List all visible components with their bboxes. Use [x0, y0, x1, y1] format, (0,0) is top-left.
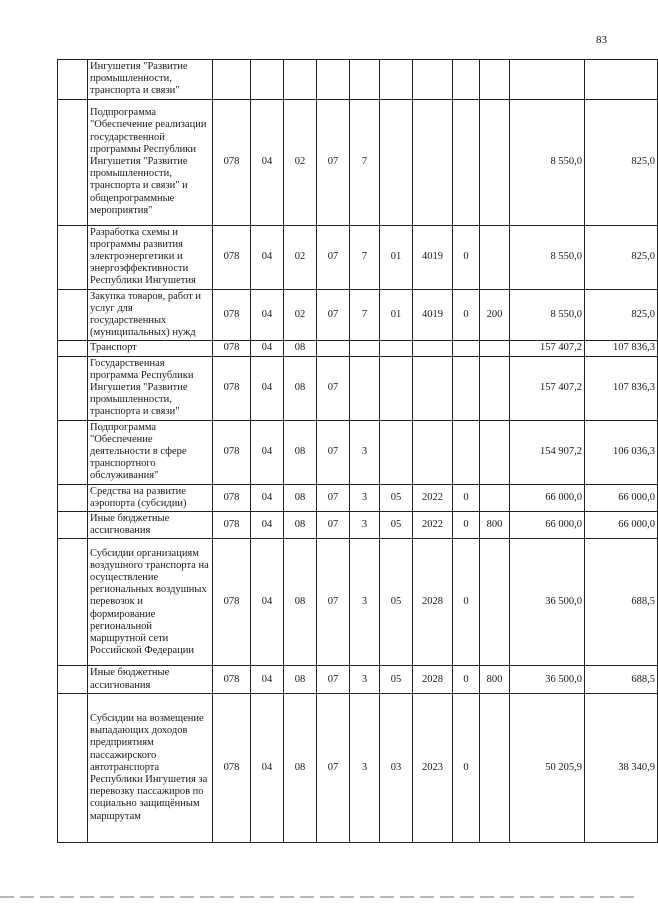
- code-cell: 08: [284, 666, 317, 693]
- amount-cell: 8 550,0: [510, 289, 585, 341]
- code-cell: 05: [380, 484, 413, 511]
- code-cell: 0: [453, 693, 480, 842]
- code-cell: 05: [380, 539, 413, 666]
- item-name-cell: Закупка товаров, работ и услуг для государственных (муниципальных) нужд: [88, 289, 213, 341]
- code-cell: 02: [284, 225, 317, 289]
- amount-cell: 107 836,3: [585, 341, 658, 356]
- code-cell: 05: [380, 666, 413, 693]
- code-cell: 3: [350, 539, 380, 666]
- table-row: [58, 356, 658, 420]
- code-cell: 7: [350, 99, 380, 225]
- code-cell: [350, 356, 380, 420]
- item-name-cell: Подпрограмма "Обеспечение деятельности в сфере транспортного обслуживания": [88, 420, 213, 484]
- table-row: [58, 666, 658, 693]
- code-cell: [380, 420, 413, 484]
- code-cell: [453, 356, 480, 420]
- code-cell: 04: [251, 666, 284, 693]
- code-cell: 04: [251, 512, 284, 539]
- code-cell: 2022: [413, 512, 453, 539]
- amount-cell: 66 000,0: [585, 512, 658, 539]
- code-cell: 800: [480, 666, 510, 693]
- amount-cell: [585, 60, 658, 100]
- budget-table: [57, 59, 658, 843]
- row-index-cell: [58, 512, 88, 539]
- row-index-cell: [58, 484, 88, 511]
- row-index-cell: [58, 693, 88, 842]
- code-cell: [453, 341, 480, 356]
- item-name-cell: Субсидии на возмещение выпадающих доходов предприятиям пассажирского автотранспорта Республики Ингушетия за перевозку пассажиров по социально защищённым маршрутам: [88, 693, 213, 842]
- amount-cell: 825,0: [585, 225, 658, 289]
- table-row: [58, 539, 658, 666]
- code-cell: 0: [453, 484, 480, 511]
- item-name-cell: Средства на развитие аэропорта (субсидии): [88, 484, 213, 511]
- code-cell: 0: [453, 289, 480, 341]
- code-cell: [350, 60, 380, 100]
- code-cell: 07: [317, 693, 350, 842]
- row-index-cell: [58, 225, 88, 289]
- code-cell: 078: [213, 693, 251, 842]
- code-cell: [453, 60, 480, 100]
- code-cell: 078: [213, 539, 251, 666]
- code-cell: 07: [317, 539, 350, 666]
- code-cell: [480, 341, 510, 356]
- code-cell: [413, 356, 453, 420]
- code-cell: 04: [251, 341, 284, 356]
- code-cell: 04: [251, 693, 284, 842]
- code-cell: 07: [317, 356, 350, 420]
- table-row: [58, 99, 658, 225]
- code-cell: 07: [317, 484, 350, 511]
- code-cell: 800: [480, 512, 510, 539]
- code-cell: 3: [350, 512, 380, 539]
- code-cell: 08: [284, 484, 317, 511]
- code-cell: 2028: [413, 539, 453, 666]
- item-name-cell: Транспорт: [88, 341, 213, 356]
- code-cell: 04: [251, 99, 284, 225]
- code-cell: [413, 420, 453, 484]
- code-cell: 04: [251, 484, 284, 511]
- item-name-cell: Иные бюджетные ассигнования: [88, 512, 213, 539]
- code-cell: 01: [380, 289, 413, 341]
- table-row: [58, 289, 658, 341]
- code-cell: [480, 99, 510, 225]
- code-cell: 08: [284, 693, 317, 842]
- row-index-cell: [58, 420, 88, 484]
- code-cell: 078: [213, 512, 251, 539]
- code-cell: [317, 341, 350, 356]
- page-number: 83: [596, 34, 607, 46]
- code-cell: [317, 60, 350, 100]
- code-cell: 078: [213, 356, 251, 420]
- code-cell: 08: [284, 512, 317, 539]
- code-cell: 0: [453, 512, 480, 539]
- table-row: [58, 512, 658, 539]
- code-cell: 08: [284, 420, 317, 484]
- code-cell: 07: [317, 420, 350, 484]
- table-row: [58, 484, 658, 511]
- code-cell: 3: [350, 693, 380, 842]
- amount-cell: 825,0: [585, 99, 658, 225]
- table-row: [58, 60, 658, 100]
- amount-cell: 38 340,9: [585, 693, 658, 842]
- code-cell: [480, 225, 510, 289]
- table-row: [58, 420, 658, 484]
- row-index-cell: [58, 99, 88, 225]
- code-cell: [480, 484, 510, 511]
- code-cell: 2023: [413, 693, 453, 842]
- code-cell: 08: [284, 341, 317, 356]
- item-name-cell: Разработка схемы и программы развития электроэнергетики и энергоэффективности Республики Ингушетия: [88, 225, 213, 289]
- code-cell: [251, 60, 284, 100]
- code-cell: 07: [317, 512, 350, 539]
- amount-cell: 154 907,2: [510, 420, 585, 484]
- code-cell: [480, 539, 510, 666]
- code-cell: [213, 60, 251, 100]
- code-cell: 7: [350, 225, 380, 289]
- amount-cell: 66 000,0: [585, 484, 658, 511]
- table-row: [58, 341, 658, 356]
- amount-cell: 50 205,9: [510, 693, 585, 842]
- code-cell: [284, 60, 317, 100]
- item-name-cell: Субсидии организациям воздушного транспорта на осуществление региональных воздушных перевозок и формирование региональной маршрутной сети Российской Федерации: [88, 539, 213, 666]
- amount-cell: 36 500,0: [510, 666, 585, 693]
- code-cell: 2022: [413, 484, 453, 511]
- row-index-cell: [58, 356, 88, 420]
- row-index-cell: [58, 539, 88, 666]
- code-cell: 08: [284, 356, 317, 420]
- code-cell: [380, 356, 413, 420]
- row-index-cell: [58, 60, 88, 100]
- code-cell: [453, 420, 480, 484]
- code-cell: 078: [213, 666, 251, 693]
- code-cell: 04: [251, 289, 284, 341]
- code-cell: 3: [350, 420, 380, 484]
- row-index-cell: [58, 289, 88, 341]
- budget-table-body: [58, 60, 658, 843]
- code-cell: 08: [284, 539, 317, 666]
- item-name-cell: Государственная программа Республики Ингушетия "Развитие промышленности, транспорта и связи": [88, 356, 213, 420]
- code-cell: 03: [380, 693, 413, 842]
- code-cell: 078: [213, 341, 251, 356]
- amount-cell: [510, 60, 585, 100]
- code-cell: 02: [284, 289, 317, 341]
- code-cell: [480, 693, 510, 842]
- code-cell: 01: [380, 225, 413, 289]
- amount-cell: 157 407,2: [510, 341, 585, 356]
- code-cell: [380, 341, 413, 356]
- amount-cell: 36 500,0: [510, 539, 585, 666]
- row-index-cell: [58, 666, 88, 693]
- code-cell: 0: [453, 539, 480, 666]
- code-cell: 078: [213, 420, 251, 484]
- item-name-cell: Иные бюджетные ассигнования: [88, 666, 213, 693]
- table-row: [58, 693, 658, 842]
- code-cell: 04: [251, 225, 284, 289]
- code-cell: 04: [251, 420, 284, 484]
- code-cell: [380, 99, 413, 225]
- code-cell: [413, 99, 453, 225]
- code-cell: 078: [213, 484, 251, 511]
- amount-cell: 688,5: [585, 666, 658, 693]
- amount-cell: 8 550,0: [510, 225, 585, 289]
- amount-cell: 66 000,0: [510, 484, 585, 511]
- code-cell: [480, 420, 510, 484]
- code-cell: [480, 356, 510, 420]
- code-cell: 04: [251, 356, 284, 420]
- code-cell: 4019: [413, 289, 453, 341]
- code-cell: 07: [317, 225, 350, 289]
- amount-cell: 688,5: [585, 539, 658, 666]
- code-cell: 07: [317, 289, 350, 341]
- table-row: [58, 225, 658, 289]
- code-cell: [480, 60, 510, 100]
- code-cell: 078: [213, 225, 251, 289]
- amount-cell: 66 000,0: [510, 512, 585, 539]
- page-bottom-edge: [0, 896, 640, 898]
- code-cell: 3: [350, 666, 380, 693]
- code-cell: 07: [317, 99, 350, 225]
- code-cell: [413, 60, 453, 100]
- amount-cell: 107 836,3: [585, 356, 658, 420]
- code-cell: 3: [350, 484, 380, 511]
- code-cell: 4019: [413, 225, 453, 289]
- code-cell: [413, 341, 453, 356]
- code-cell: 0: [453, 666, 480, 693]
- row-index-cell: [58, 341, 88, 356]
- code-cell: 07: [317, 666, 350, 693]
- code-cell: 0: [453, 225, 480, 289]
- code-cell: 05: [380, 512, 413, 539]
- code-cell: 02: [284, 99, 317, 225]
- code-cell: 7: [350, 289, 380, 341]
- code-cell: [350, 341, 380, 356]
- code-cell: 2028: [413, 666, 453, 693]
- amount-cell: 8 550,0: [510, 99, 585, 225]
- item-name-cell: Подпрограмма "Обеспечение реализации государственной программы Республики Ингушетия "Развитие промышленности, транспорта и связи" и общепрограммные мероприятия": [88, 99, 213, 225]
- code-cell: [453, 99, 480, 225]
- amount-cell: 106 036,3: [585, 420, 658, 484]
- amount-cell: 157 407,2: [510, 356, 585, 420]
- amount-cell: 825,0: [585, 289, 658, 341]
- code-cell: 078: [213, 289, 251, 341]
- code-cell: [380, 60, 413, 100]
- code-cell: 200: [480, 289, 510, 341]
- code-cell: 078: [213, 99, 251, 225]
- item-name-cell: Ингушетия "Развитие промышленности, транспорта и связи": [88, 60, 213, 100]
- code-cell: 04: [251, 539, 284, 666]
